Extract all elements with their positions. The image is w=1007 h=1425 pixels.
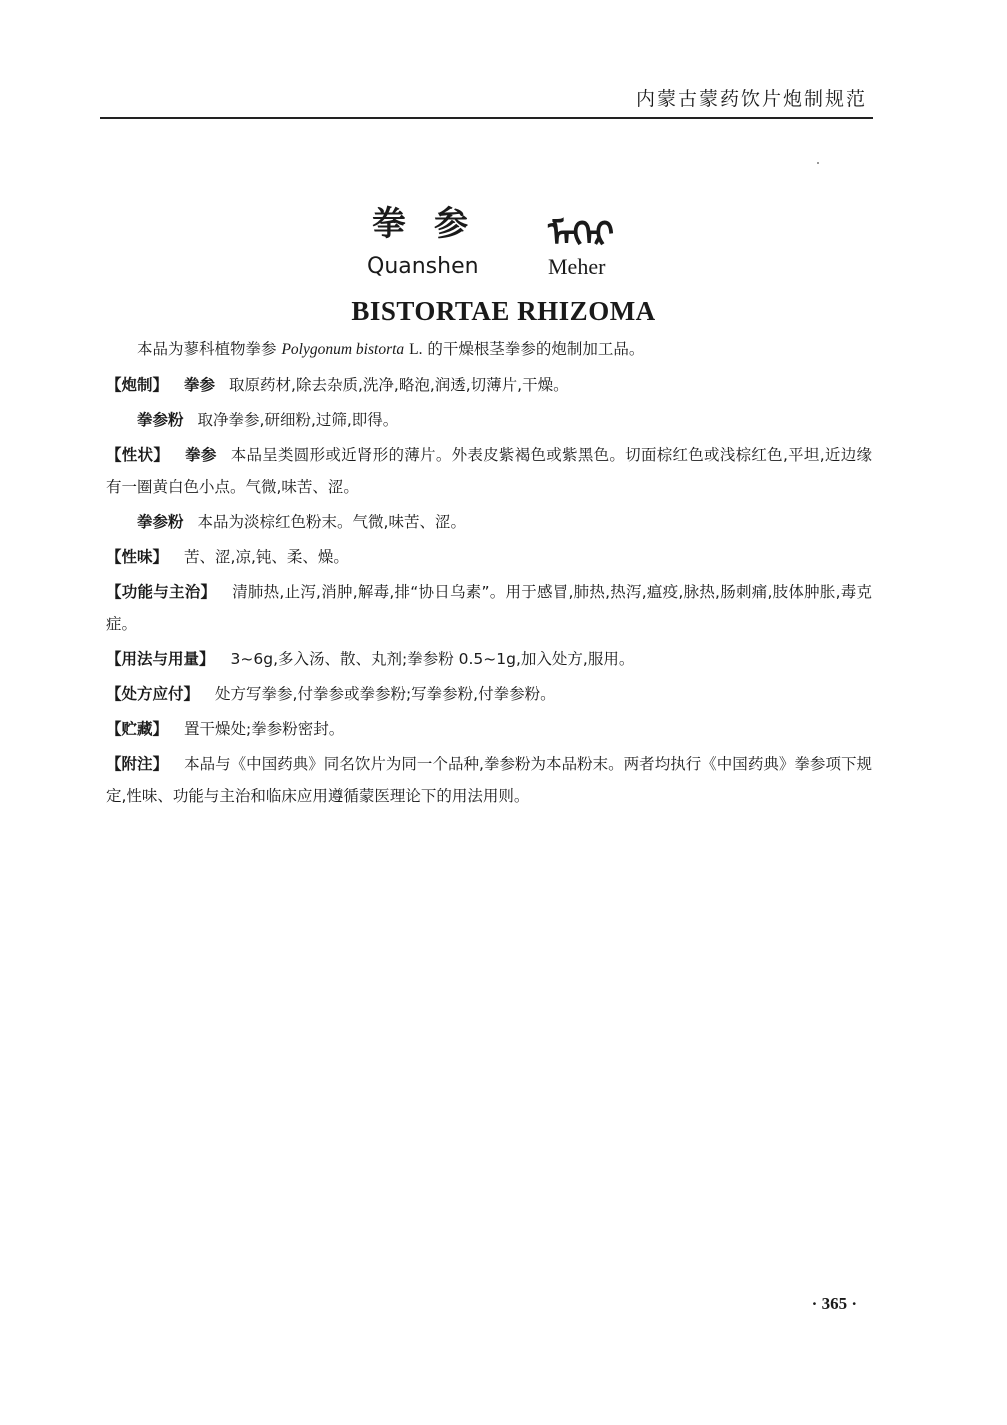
storage-label: 【贮藏】 (106, 720, 169, 738)
nature-text: 苦、涩,凉,钝、柔、燥。 (184, 548, 349, 566)
intro-before: 本品为蓼科植物拳参 (137, 340, 277, 358)
processing-paragraph (106, 369, 872, 401)
processing-term-1: 拳参 (184, 376, 216, 394)
description-term-1: 拳参 (185, 446, 217, 464)
processing-text-2: 取净拳参,研细粉,过筛,即得。 (197, 411, 399, 429)
note-label: 【附注】 (106, 755, 169, 773)
function-paragraph (106, 576, 872, 640)
species-name: Polygonum bistorta (281, 341, 405, 358)
note-text: 本品与《中国药典》同名饮片为同一个品种,拳参粉为本品粉末。两者均执行《中国药典》拳参项下规定,性味、功能与主治和临床应用遵循蒙医理论下的用法用则。 (106, 755, 872, 805)
mongolian-roman-title: Meher (548, 254, 606, 279)
storage-text: 置干燥处;拳参粉密封。 (184, 720, 345, 738)
description-paragraph (106, 439, 872, 503)
scan-speck (817, 162, 819, 164)
header-rule (100, 117, 873, 119)
monograph-body (106, 333, 872, 815)
running-header: 内蒙古蒙药饮片炮制规范 (635, 88, 867, 110)
intro-after: 的干燥根茎拳参的炮制加工品。 (427, 340, 645, 358)
description-term-2: 拳参粉 (137, 513, 184, 531)
processing-text-1: 取原药材,除去杂质,洗净,略泡,润透,切薄片,干燥。 (229, 376, 569, 394)
mongolian-script-title: ᠮᠡᠬᠡᠷ (548, 215, 615, 255)
function-label: 【功能与主治】 (106, 583, 217, 601)
storage-paragraph (106, 713, 872, 745)
usage-text: 3~6g,多入汤、散、丸剂;拳参粉 0.5~1g,加入处方,服用。 (230, 650, 635, 668)
latin-title: BISTORTAE RHIZOMA (351, 296, 656, 326)
usage-label: 【用法与用量】 (106, 650, 215, 668)
prescription-text: 处方写拳参,付拳参或拳参粉;写拳参粉,付拳参粉。 (215, 685, 556, 703)
description-text-2: 本品为淡棕红色粉末。气微,味苦、涩。 (197, 513, 466, 531)
pinyin-title: Quanshen (367, 254, 479, 279)
description-paragraph-2 (106, 506, 872, 538)
intro-paragraph (106, 333, 872, 366)
chinese-title: 拳参 (372, 204, 496, 244)
function-text: 清肺热,止泻,消肿,解毒,排“协日乌素”。用于感冒,肺热,热泻,瘟疫,脉热,肠刺痛,肢体肿胀,毒克症。 (106, 583, 872, 633)
prescription-label: 【处方应付】 (106, 685, 200, 703)
note-paragraph (106, 748, 872, 812)
description-label: 【性状】 (106, 446, 170, 464)
description-text-1: 本品呈类圆形或近肾形的薄片。外表皮紫褐色或紫黑色。切面棕红色或浅棕红色,平坦,近边缘有一圈黄白色小点。气微,味苦、涩。 (106, 446, 872, 496)
processing-paragraph-2 (106, 404, 872, 436)
prescription-paragraph (106, 678, 872, 710)
usage-paragraph (106, 643, 872, 675)
processing-label: 【炮制】 (106, 376, 169, 394)
title-block (0, 196, 1007, 326)
processing-term-2: 拳参粉 (137, 411, 184, 429)
page-number: · 365 · (811, 1294, 857, 1313)
nature-paragraph (106, 541, 872, 573)
species-author: L. (409, 341, 423, 358)
nature-label: 【性味】 (106, 548, 169, 566)
